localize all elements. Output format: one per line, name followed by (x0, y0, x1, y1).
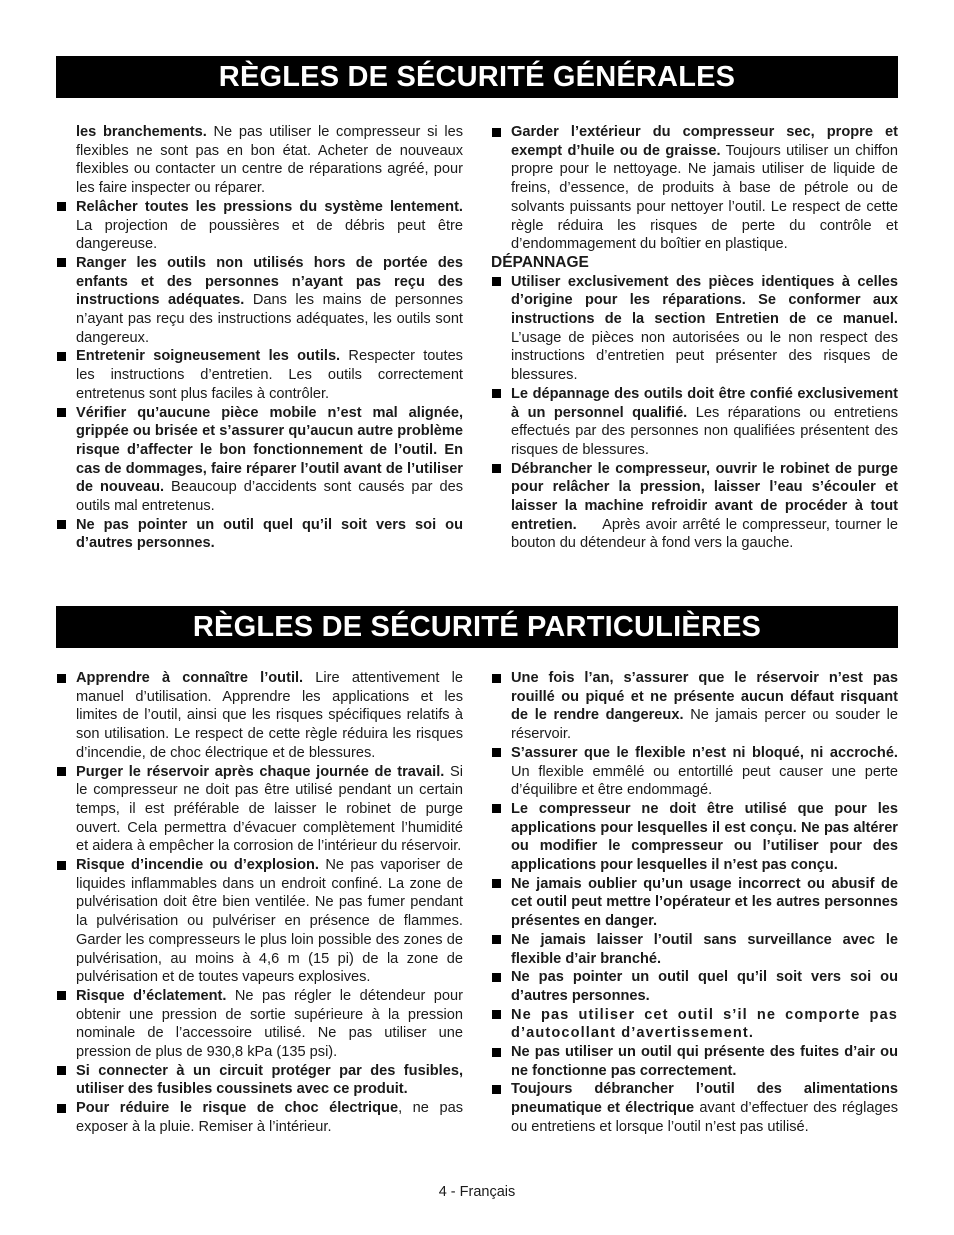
square-bullet-icon (57, 674, 66, 683)
square-bullet-icon (492, 674, 501, 683)
rule-item: S’assurer que le flexible n’est ni bloqué, ni accroché. Un flexible emmêlé ou entortillé peut causer une perte d’équilibre et être endommagé. (491, 744, 898, 800)
rule-item: Une fois l’an, s’assurer que le réservoir n’est pas rouillé ou piqué et ne présente aucun défaut risquant de le rendre dangereux. Ne jamais percer ou souder le réservoir. (491, 669, 898, 744)
specific-left-column (56, 669, 463, 1137)
rule-item: Ne pas pointer un outil quel qu’il soit vers soi ou d’autres personnes. (491, 968, 898, 1005)
square-bullet-icon (57, 861, 66, 870)
rule-item: Risque d’incendie ou d’explosion. Ne pas vaporiser de liquides inflammables dans un endroit confiné. La zone de pulvérisation doit être bien ventilée. Ne pas fumer pendant la pulvérisation ou pulvériser en présence de flammes. Garder les compresseurs le plus loin possible des zones de pulvérisation, au moins à 4,6 m (15 pi) de la zone de pulvérisation et de toutes vapeurs explosives. (56, 856, 463, 987)
page-footer: 4 - Français (438, 1184, 516, 1200)
rule-item: Pour réduire le risque de choc électrique, ne pas exposer à la pluie. Remiser à l’intérieur. (56, 1099, 463, 1136)
square-bullet-icon (492, 1010, 501, 1019)
rule-item: Ne pas utiliser un outil qui présente des fuites d’air ou ne fonctionne pas correctement. (491, 1043, 898, 1080)
square-bullet-icon (492, 879, 501, 888)
square-bullet-icon (492, 973, 501, 982)
rule-item: Vérifier qu’aucune pièce mobile n’est mal alignée, grippée ou brisée et s’assurer qu’aucun autre problème risque d’affecter le bon fonctionnement de l’outil. En cas de dommages, faire réparer l’outil avant de l’utiliser de nouveau. Beaucoup d’accidents sont causés par des outils mal entretenus. (56, 404, 463, 516)
square-bullet-icon (492, 748, 501, 757)
specific-right-column (491, 669, 898, 1137)
square-bullet-icon (492, 1048, 501, 1057)
square-bullet-icon (492, 1085, 501, 1094)
square-bullet-icon (57, 352, 66, 361)
rule-item: Débrancher le compresseur, ouvrir le robinet de purge pour relâcher la pression, laisser l’eau s’écouler et laisser la machine refroidir avant de procéder à tout entretien. Après avoir arrêté le compresseur, tourner le bouton du détendeur à fond vers la gauche. (491, 460, 898, 554)
square-bullet-icon (57, 520, 66, 529)
general-left-column (56, 123, 463, 553)
square-bullet-icon (492, 389, 501, 398)
rule-item: Risque d’éclatement. Ne pas régler le détendeur pour obtenir une pression de sortie supérieure à la pression nominale de l’accessoire utilisé. Ne pas utiliser une pression de plus de 930,8 kPa (135 psi). (56, 987, 463, 1062)
square-bullet-icon (492, 128, 501, 137)
square-bullet-icon (57, 991, 66, 1000)
continued-paragraph: les branchements. Ne pas utiliser le compresseur si les flexibles ne sont pas en bon état. Acheter de nouveaux flexibles ou contacter un centre de réparations agréé, pour les faire inspecter ou réparer. (76, 124, 464, 197)
square-bullet-icon (492, 277, 501, 286)
rule-item: Entretenir soigneusement les outils. Respecter toutes les instructions d’entretien. Les outils correctement entretenus sont plus faciles à contrôler. (56, 347, 463, 403)
square-bullet-icon (492, 464, 501, 473)
square-bullet-icon (57, 202, 66, 211)
rule-item: Ranger les outils non utilisés hors de portée des enfants et des personnes n’ayant pas reçu des instructions adéquates. Dans les mains de personnes n’ayant pas reçu des instructions adéquates, les outils sont dangereux. (56, 254, 463, 348)
rule-item: Purger le réservoir après chaque journée de travail. Si le compresseur ne doit pas être utilisé pendant un certain temps, il est préférable de laisser le robinet de purge ouvert. Cela permettra d’évacuer complètement l’humidité et aidera à empêcher la corrosion de l’intérieur du réservoir. (56, 763, 463, 857)
rule-item: Ne pas pointer un outil quel qu’il soit vers soi ou d’autres personnes. (56, 516, 463, 553)
rule-item: Utiliser exclusivement des pièces identiques à celles d’origine pour les réparations. Se conformer aux instructions de la section Entretien de ce manuel. L’usage de pièces non autorisées ou le non respect des instructions d’entretien peut présenter des risques de blessures. (491, 273, 898, 385)
square-bullet-icon (492, 804, 501, 813)
square-bullet-icon (57, 767, 66, 776)
rule-item: Relâcher toutes les pressions du système lentement. La projection de poussières et de débris peut être dangereuse. (56, 198, 463, 254)
rule-item: Apprendre à connaître l’outil. Lire attentivement le manuel d’utilisation. Apprendre les applications et les limites de l’outil, ainsi que les risques spécifiques relatifs à son utilisation. Le respect de cette règle réduira les risques d’incendie, de choc électrique et de blessures. (56, 669, 463, 763)
general-safety-title: RÈGLES DE SÉCURITÉ GÉNÉRALES (56, 56, 898, 98)
rule-item: Si connecter à un circuit protéger par des fusibles, utiliser des fusibles coussinets avec ce produit. (56, 1062, 463, 1099)
specific-safety-title: RÈGLES DE SÉCURITÉ PARTICULIÈRES (56, 606, 898, 648)
square-bullet-icon (492, 935, 501, 944)
rule-item: Toujours débrancher l’outil des alimentations pneumatique et électrique avant d’effectuer des réglages ou entretiens et lorsque l’outil n’est pas utilisé. (491, 1080, 898, 1136)
rule-item: Le dépannage des outils doit être confié exclusivement à un personnel qualifié. Les réparations ou entretiens effectués par des personnes non qualifiées présentent des risques de blessures. (491, 385, 898, 460)
square-bullet-icon (57, 1066, 66, 1075)
troubleshooting-heading: DÉPANNAGE (491, 253, 589, 271)
rule-item: Ne jamais oublier qu’un usage incorrect ou abusif de cet outil peut mettre l’opérateur et les autres personnes présentes en danger. (491, 875, 898, 931)
rule-item: Ne jamais laisser l’outil sans surveillance avec le flexible d’air branché. (491, 931, 898, 968)
rule-item: Le compresseur ne doit être utilisé que pour les applications pour lesquelles il est conçu. Ne pas altérer ou modifier le compresseur ou l’utiliser pour des applications pour lesquelles il n’est pas conçu. (491, 800, 898, 875)
square-bullet-icon (57, 408, 66, 417)
rule-item: Ne pas utiliser cet outil s’il ne comporte pas d’autocollant d’avertissement. (491, 1006, 898, 1043)
square-bullet-icon (57, 258, 66, 267)
rule-item: Garder l’extérieur du compresseur sec, propre et exempt d’huile ou de graisse. Toujours utiliser un chiffon propre pour le nettoyage. Ne jamais utiliser de liquide de freins, d’essence, de produits à base de pétrole ou de solvants puissants pour nettoyer l’outil. Le respect de cette règle réduira les risques de perte du contrôle et d’endommagement du boîtier en plastique. (491, 123, 898, 254)
square-bullet-icon (57, 1104, 66, 1113)
general-right-column (491, 123, 903, 553)
